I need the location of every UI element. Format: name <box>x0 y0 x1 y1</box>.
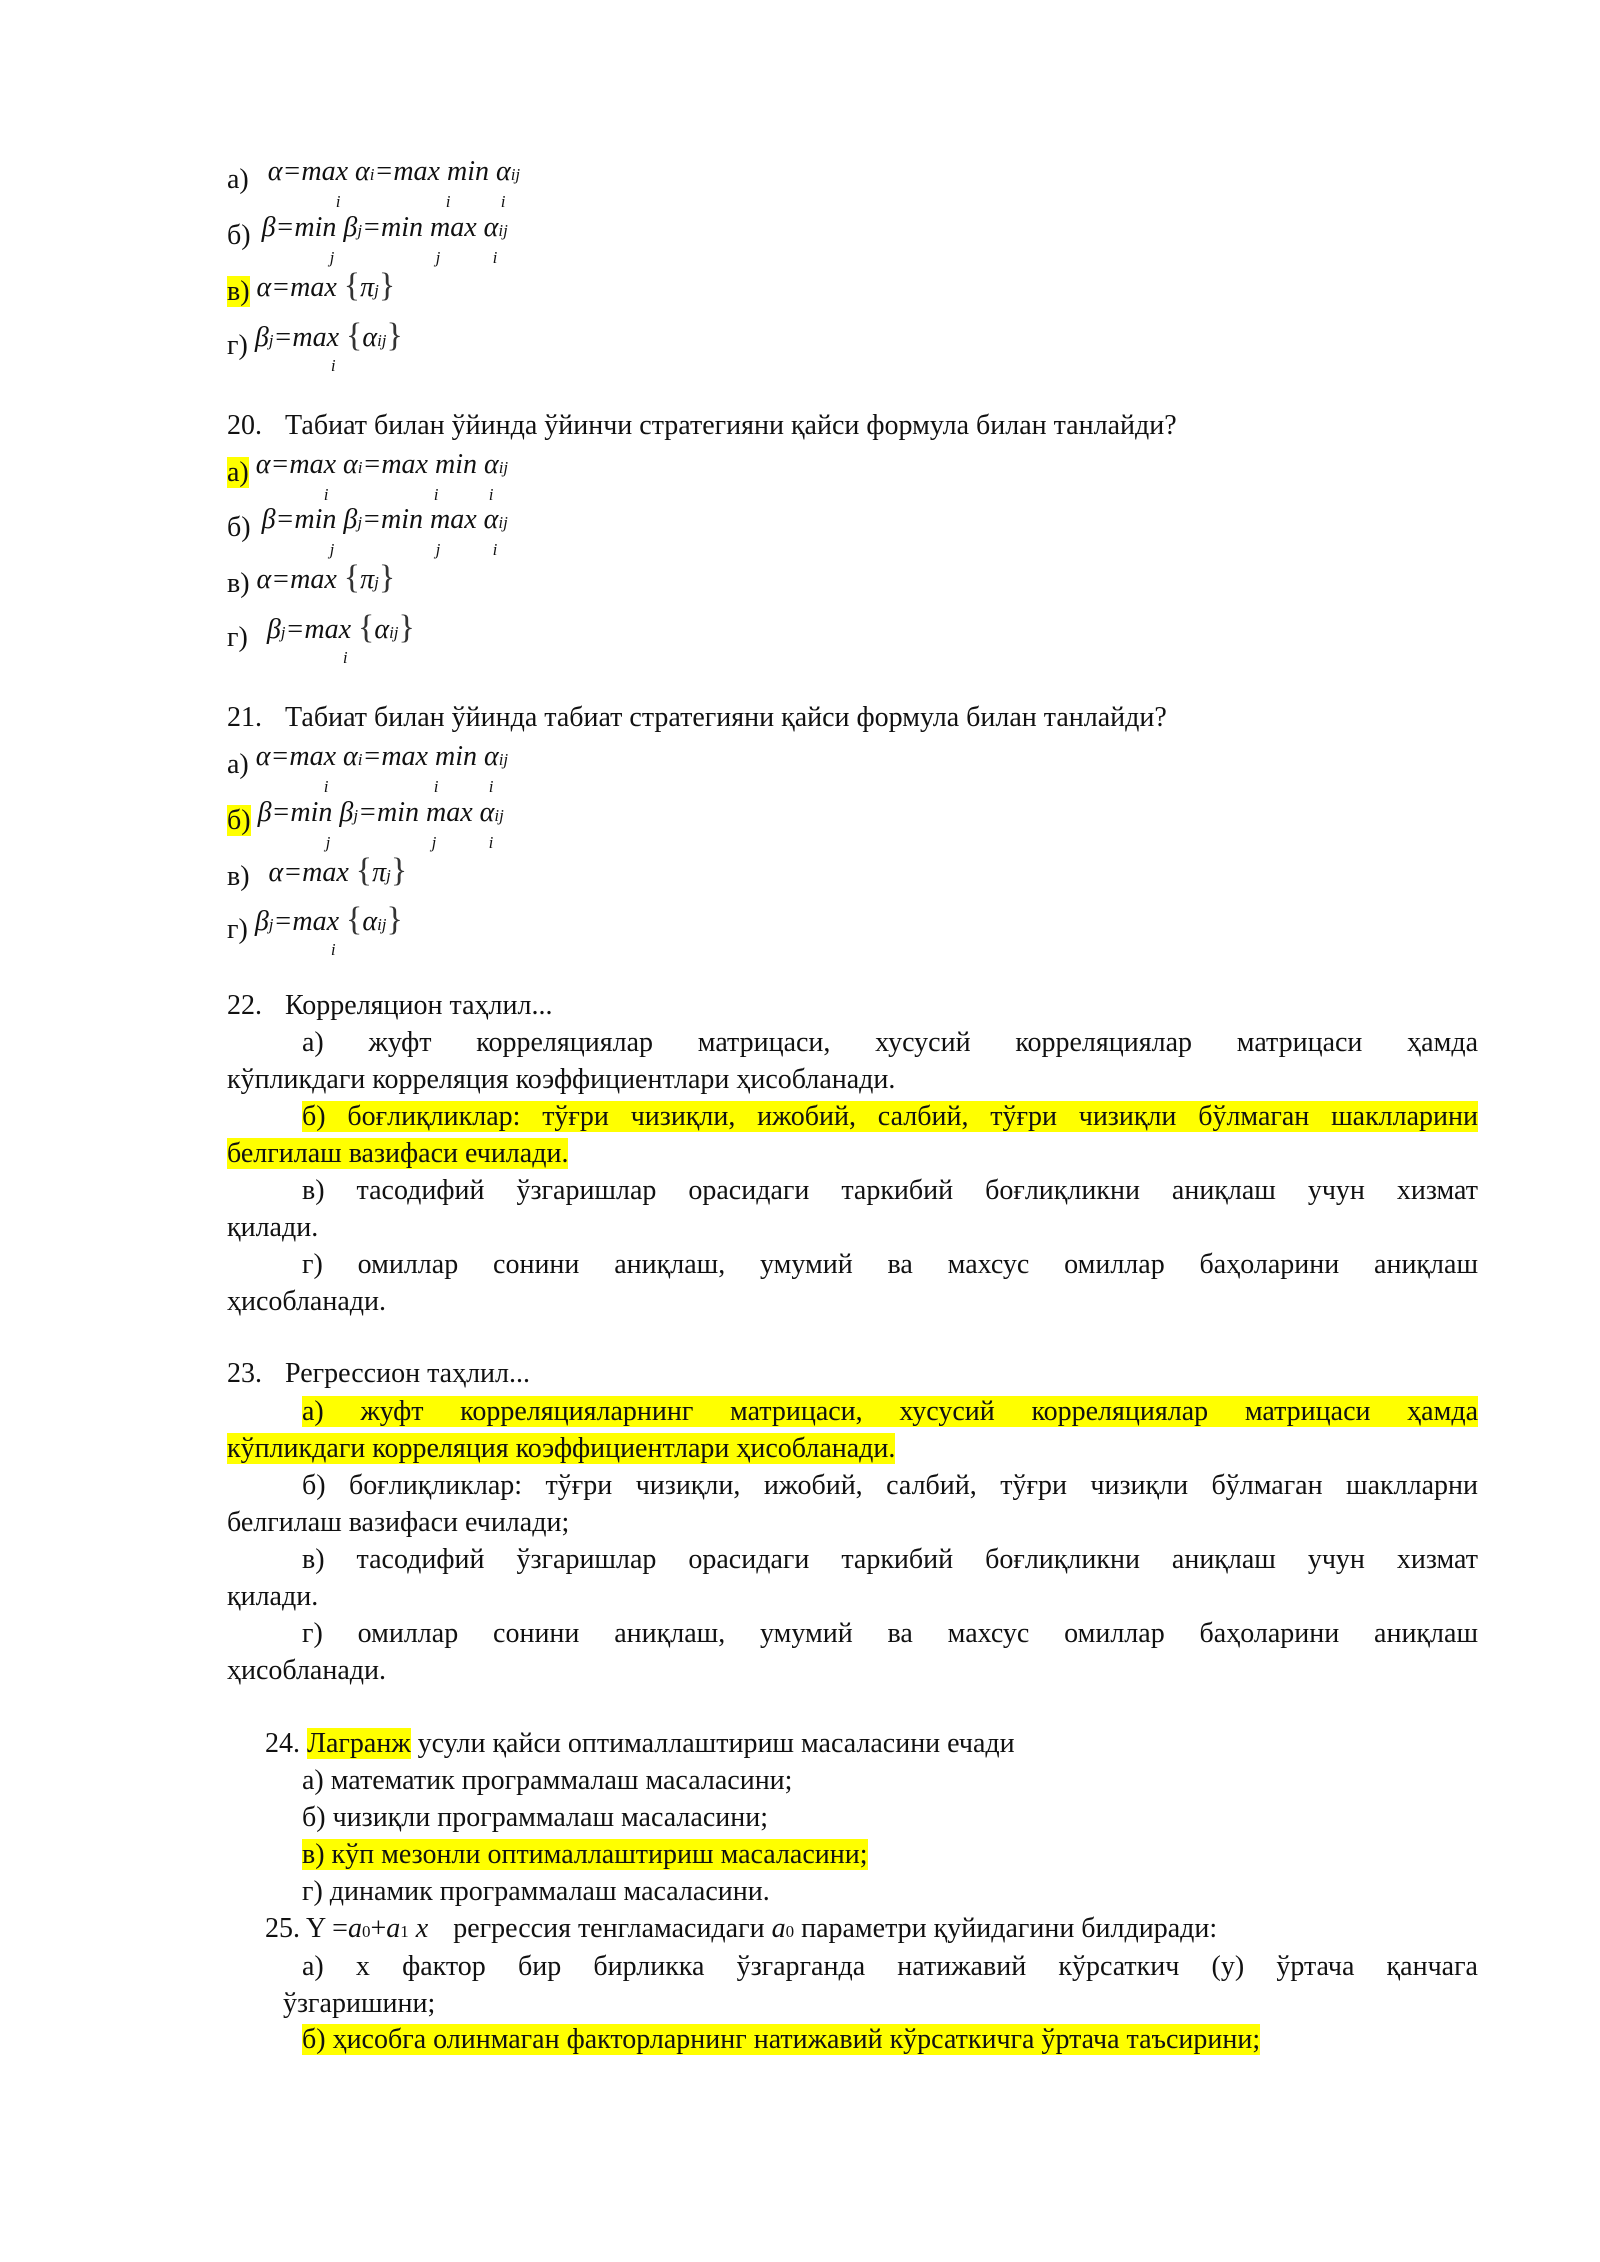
q19-option-d <box>227 317 403 375</box>
formula-beta-j-max: βj=max {αij} i <box>254 317 403 375</box>
q20-option-b <box>227 504 508 559</box>
q22-answer-c-line1: в) тасодифий ўзгаришлар орасидаги таркибий боғлиқликни аниқлаш учун хизмат <box>302 1175 1478 1206</box>
q25-answer-a-line1: а) х фактор бир бирликка ўзгарганда натижавий кўрсаткич (у) ўртача қанчага <box>302 1951 1478 1982</box>
option-label: а) <box>227 749 249 780</box>
q20-option-d <box>227 609 415 667</box>
q22-answer-c-line2: қилади. <box>227 1212 319 1243</box>
formula-alpha-pi: α=max {πj} <box>268 852 408 889</box>
q23-answer-c-line2: қилади. <box>227 1581 319 1612</box>
question-24 <box>265 1726 1015 1762</box>
question-number: 24. <box>265 1728 300 1759</box>
q24-answer-d: г) динамик программалаш масаласини. <box>302 1876 770 1907</box>
question-number: 23. <box>227 1358 262 1389</box>
q22-answer-b-line1: б) боғлиқликлар: тўғри чизиқли, ижобий, салбий, тўғри чизиқли бўлмаган шаклларини <box>302 1101 1478 1132</box>
question-text: Табиат билан ўйинда ўйинчи стратегияни қайси формула билан танлайди? <box>285 410 1177 441</box>
q20-option-c <box>227 559 396 605</box>
q20-option-a <box>227 449 509 504</box>
q25-answer-a-line2: ўзгаришини; <box>283 1988 436 2019</box>
q21-option-d <box>227 901 403 959</box>
question-text: Регрессион таҳлил... <box>285 1358 530 1389</box>
question-number: 25. <box>265 1913 300 1944</box>
question-23 <box>227 1356 530 1392</box>
formula-beta-j-max: βj=max {αij} i <box>254 901 403 959</box>
option-label-correct: а) <box>227 457 249 488</box>
question-text: Табиат билан ўйинда табиат стратегияни қайси формула билан танлайди? <box>285 702 1167 733</box>
option-label: в) <box>227 568 250 599</box>
q24-answer-a: а) математик программалаш масаласини; <box>302 1765 793 1796</box>
question-text: Корреляцион таҳлил... <box>285 990 553 1021</box>
question-text: усули қайси оптималлаштириш масаласини ечади <box>417 1728 1015 1759</box>
option-label-correct: в) <box>227 276 250 307</box>
formula-beta-minmax: β=min βj=min max αij j j i <box>257 797 504 852</box>
regression-equation: Y =a0+a1 x <box>305 1913 429 1944</box>
q22-answer-a-line1: а) жуфт корреляциялар матрицаси, хусусий корреляциялар матрицаси ҳамда <box>302 1027 1478 1058</box>
option-label: г) <box>227 330 248 361</box>
question-number: 20. <box>227 410 262 441</box>
formula-beta-minmax: β=min βj=min max αij j j i <box>261 504 508 559</box>
q19-option-c <box>227 267 396 313</box>
formula-beta-j-max: βj=max {αij} i <box>266 609 415 667</box>
formula-alpha-pi: α=max {πj} <box>256 267 396 304</box>
q23-answer-a-line1: а) жуфт корреляцияларнинг матрицаси, хусусий корреляциялар матрицаси ҳамда <box>302 1396 1478 1427</box>
question-21 <box>227 700 1167 736</box>
q22-answer-b-line2: белгилаш вазифаси ечилади. <box>227 1138 569 1169</box>
question-text-mid: регрессия тенгламасидаги <box>453 1913 765 1944</box>
q23-answer-b-line1: б) боғлиқликлар: тўғри чизиқли, ижобий, салбий, тўғри чизиқли бўлмаган шаклларни <box>302 1470 1478 1501</box>
formula-alpha-maxmin: α=max αi=max min αij i i i <box>255 741 509 796</box>
option-label: г) <box>227 914 248 945</box>
param-a0: a0 <box>771 1913 795 1944</box>
question-22 <box>227 988 552 1024</box>
question-number: 21. <box>227 702 262 733</box>
formula-beta-minmax: β=min βj=min max αij j j i <box>261 212 508 267</box>
q23-answer-b-line2: белгилаш вазифаси ечилади; <box>227 1507 570 1538</box>
option-label: а) <box>227 164 249 195</box>
formula-alpha-pi: α=max {πj} <box>256 559 396 596</box>
question-20 <box>227 408 1177 444</box>
q23-answer-c-line1: в) тасодифий ўзгаришлар орасидаги таркибий боғлиқликни аниқлаш учун хизмат <box>302 1544 1478 1575</box>
q25-answer-b: б) ҳисобга олинмаган факторларнинг натижавий кўрсаткичга ўртача таъсирини; <box>302 2024 1261 2055</box>
q21-option-c <box>227 852 408 898</box>
formula-alpha-maxmin: α=max αi=max min αij i i i <box>267 156 521 211</box>
formula-alpha-maxmin: α=max αi=max min αij i i i <box>255 449 509 504</box>
q21-option-b <box>227 797 504 852</box>
option-label: в) <box>227 861 250 892</box>
q22-answer-a-line2: кўпликдаги корреляция коэффициентлари ҳисобланади. <box>227 1064 896 1095</box>
q22-answer-d-line1: г) омиллар сонини аниқлаш, умумий ва махсус омиллар баҳоларини аниқлаш <box>302 1249 1478 1280</box>
q22-answer-d-line2: ҳисобланади. <box>227 1286 387 1317</box>
q19-option-a <box>227 156 521 211</box>
q21-option-a <box>227 741 509 796</box>
q23-answer-d-line2: ҳисобланади. <box>227 1655 387 1686</box>
q19-option-b <box>227 212 508 267</box>
q23-answer-a-line2: кўпликдаги корреляция коэффициентлари ҳисобланади. <box>227 1433 896 1464</box>
option-label: б) <box>227 220 251 251</box>
option-label: г) <box>227 622 248 653</box>
option-label-correct: б) <box>227 805 251 836</box>
question-number: 22. <box>227 990 262 1021</box>
question-25 <box>265 1911 1217 1950</box>
question-text-end: параметри қуйидагини билдиради: <box>801 1913 1218 1944</box>
q24-answer-b: б) чизиқли программалаш масаласини; <box>302 1802 768 1833</box>
highlighted-term: Лагранж <box>307 1728 411 1759</box>
q23-answer-d-line1: г) омиллар сонини аниқлаш, умумий ва махсус омиллар баҳоларини аниқлаш <box>302 1618 1478 1649</box>
option-label: б) <box>227 512 251 543</box>
q24-answer-c: в) кўп мезонли оптималлаштириш масаласини; <box>302 1839 868 1870</box>
